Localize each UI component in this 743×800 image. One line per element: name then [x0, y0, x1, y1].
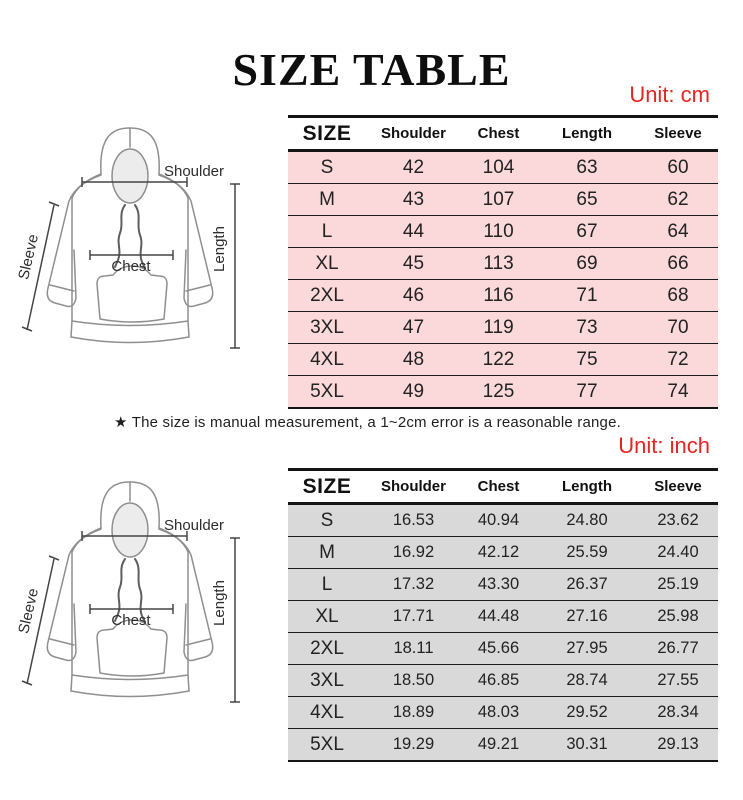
value-cell: 24.40	[638, 537, 718, 569]
value-cell: 23.62	[638, 504, 718, 537]
value-cell: 62	[638, 184, 718, 216]
value-cell: 116	[461, 280, 536, 312]
table-row	[288, 504, 718, 537]
table-row	[288, 729, 718, 762]
length-label: Length	[211, 226, 228, 272]
value-cell: 17.71	[366, 601, 461, 633]
value-cell: 19.29	[366, 729, 461, 762]
value-cell: 73	[536, 312, 638, 344]
value-cell: 64	[638, 216, 718, 248]
chest-label: Chest	[111, 258, 151, 275]
value-cell: 72	[638, 344, 718, 376]
size-cell: M	[288, 184, 366, 216]
hood-face	[112, 503, 148, 557]
hood-face	[112, 149, 148, 203]
hoodie-diagram-inch	[8, 472, 258, 712]
value-cell: 16.53	[366, 504, 461, 537]
table-row	[288, 184, 718, 216]
table-row	[288, 151, 718, 184]
value-cell: 119	[461, 312, 536, 344]
value-cell: 47	[366, 312, 461, 344]
hoodie-outline	[47, 128, 212, 343]
table-row	[288, 633, 718, 665]
size-cell: L	[288, 216, 366, 248]
value-cell: 18.89	[366, 697, 461, 729]
value-cell: 16.92	[366, 537, 461, 569]
value-cell: 44	[366, 216, 461, 248]
table-row	[288, 248, 718, 280]
value-cell: 107	[461, 184, 536, 216]
value-cell: 28.74	[536, 665, 638, 697]
shoulder-label: Shoulder	[163, 163, 225, 180]
value-cell: 46.85	[461, 665, 536, 697]
value-cell: 44.48	[461, 601, 536, 633]
table-row	[288, 344, 718, 376]
value-cell: 65	[536, 184, 638, 216]
value-cell: 25.98	[638, 601, 718, 633]
size-table-cm	[288, 115, 718, 409]
value-cell: 27.95	[536, 633, 638, 665]
size-cell: M	[288, 537, 366, 569]
value-cell: 67	[536, 216, 638, 248]
size-cell: 3XL	[288, 665, 366, 697]
shoulder-label: Shoulder	[163, 517, 225, 534]
value-cell: 49.21	[461, 729, 536, 762]
table-header-row	[288, 117, 718, 151]
value-cell: 42.12	[461, 537, 536, 569]
value-cell: 63	[536, 151, 638, 184]
column-header: Length	[536, 117, 638, 151]
value-cell: 110	[461, 216, 536, 248]
value-cell: 77	[536, 376, 638, 409]
size-cell: XL	[288, 248, 366, 280]
length-measure-line	[230, 538, 240, 702]
value-cell: 18.11	[366, 633, 461, 665]
value-cell: 43	[366, 184, 461, 216]
value-cell: 48	[366, 344, 461, 376]
size-cell: L	[288, 569, 366, 601]
value-cell: 74	[638, 376, 718, 409]
sleeve-label: Sleeve	[15, 232, 43, 282]
size-cell: 2XL	[288, 280, 366, 312]
unit-label: Unit: cm	[629, 82, 710, 107]
value-cell: 104	[461, 151, 536, 184]
value-cell: 18.50	[366, 665, 461, 697]
size-table-inch	[288, 468, 718, 762]
value-cell: 42	[366, 151, 461, 184]
column-header: SIZE	[288, 470, 366, 504]
value-cell: 69	[536, 248, 638, 280]
size-cell: S	[288, 151, 366, 184]
column-header: Shoulder	[366, 117, 461, 151]
value-cell: 45.66	[461, 633, 536, 665]
column-header: Chest	[461, 117, 536, 151]
table-row	[288, 569, 718, 601]
header-row	[288, 470, 718, 504]
value-cell: 46	[366, 280, 461, 312]
table-row	[288, 280, 718, 312]
value-cell: 122	[461, 344, 536, 376]
value-cell: 113	[461, 248, 536, 280]
chest-label: Chest	[111, 612, 151, 629]
value-cell: 45	[366, 248, 461, 280]
value-cell: 66	[638, 248, 718, 280]
size-cell: 5XL	[288, 376, 366, 409]
value-cell: 43.30	[461, 569, 536, 601]
size-cell: 4XL	[288, 344, 366, 376]
table-row	[288, 537, 718, 569]
value-cell: 29.52	[536, 697, 638, 729]
table-row	[288, 376, 718, 409]
table-row	[288, 216, 718, 248]
value-cell: 75	[536, 344, 638, 376]
table-row	[288, 601, 718, 633]
table-header-row	[288, 470, 718, 504]
measurement-note: ★ The size is manual measurement, a 1~2cm error is a reasonable range.	[114, 414, 621, 431]
value-cell: 25.19	[638, 569, 718, 601]
value-cell: 68	[638, 280, 718, 312]
value-cell: 17.32	[366, 569, 461, 601]
table-row	[288, 665, 718, 697]
column-header: Sleeve	[638, 470, 718, 504]
unit-label: Unit: inch	[618, 433, 710, 458]
value-cell: 70	[638, 312, 718, 344]
table-row	[288, 697, 718, 729]
value-cell: 29.13	[638, 729, 718, 762]
column-header: Shoulder	[366, 470, 461, 504]
table-row	[288, 312, 718, 344]
value-cell: 48.03	[461, 697, 536, 729]
value-cell: 49	[366, 376, 461, 409]
value-cell: 28.34	[638, 697, 718, 729]
value-cell: 30.31	[536, 729, 638, 762]
value-cell: 25.59	[536, 537, 638, 569]
header-row	[288, 117, 718, 151]
value-cell: 125	[461, 376, 536, 409]
column-header: Sleeve	[638, 117, 718, 151]
value-cell: 26.77	[638, 633, 718, 665]
size-cell: S	[288, 504, 366, 537]
value-cell: 40.94	[461, 504, 536, 537]
size-cell: 4XL	[288, 697, 366, 729]
size-cell: 2XL	[288, 633, 366, 665]
size-cell: 5XL	[288, 729, 366, 762]
value-cell: 60	[638, 151, 718, 184]
column-header: Chest	[461, 470, 536, 504]
value-cell: 24.80	[536, 504, 638, 537]
value-cell: 27.55	[638, 665, 718, 697]
length-measure-line	[230, 184, 240, 348]
column-header: SIZE	[288, 117, 366, 151]
page-title: SIZE TABLE	[232, 43, 511, 95]
size-cell: XL	[288, 601, 366, 633]
hoodie-diagram-cm	[8, 118, 258, 358]
length-label: Length	[211, 580, 228, 626]
value-cell: 27.16	[536, 601, 638, 633]
size-cell: 3XL	[288, 312, 366, 344]
column-header: Length	[536, 470, 638, 504]
hoodie-outline	[47, 482, 212, 697]
value-cell: 26.37	[536, 569, 638, 601]
value-cell: 71	[536, 280, 638, 312]
sleeve-label: Sleeve	[15, 586, 43, 636]
